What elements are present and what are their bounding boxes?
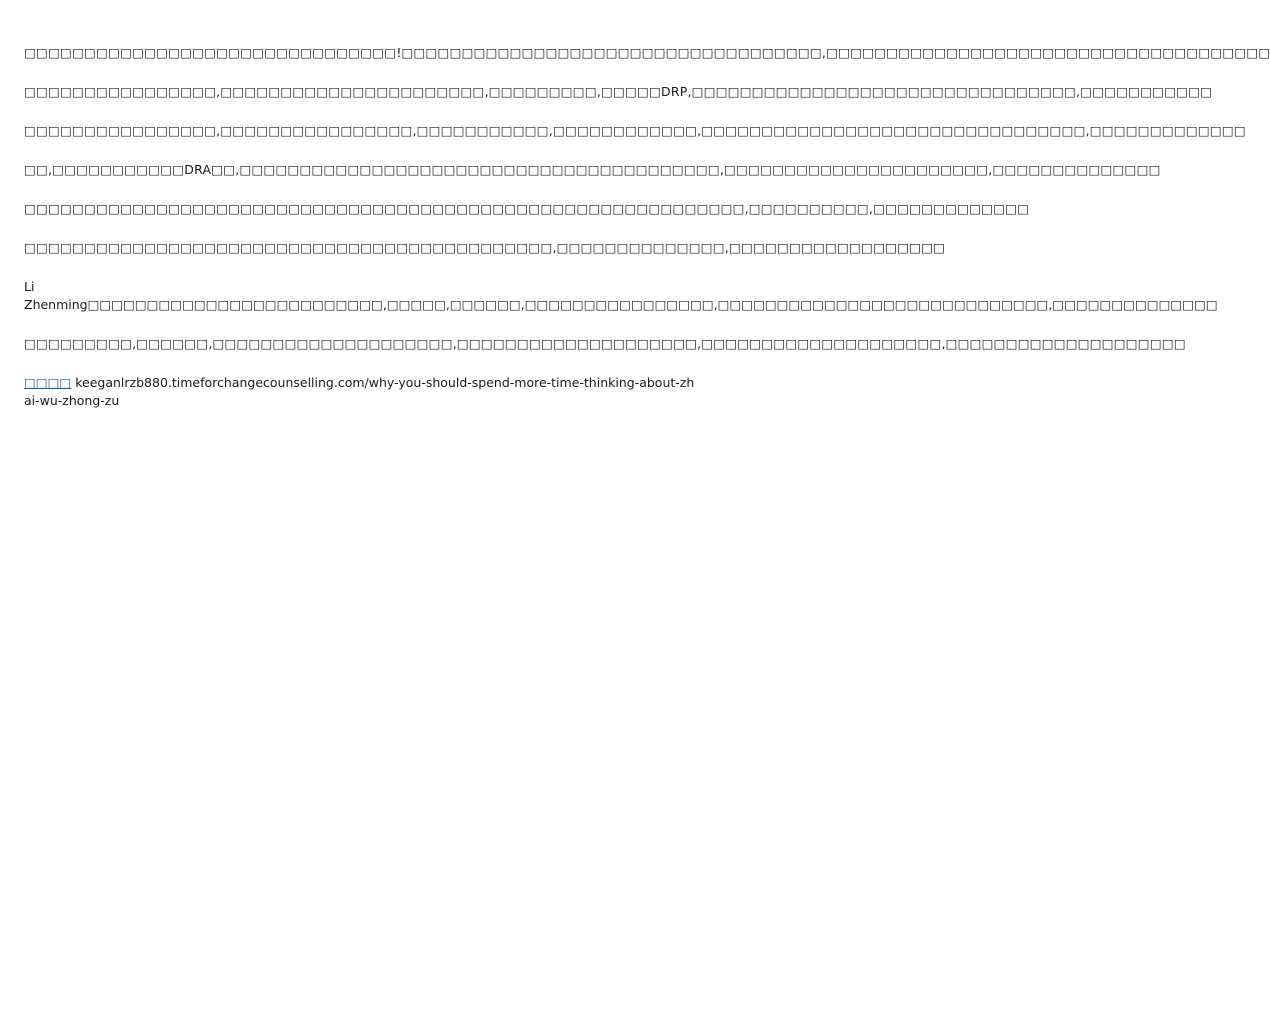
paragraph-last: □□□□□□□□□,□□□□□□,□□□□□□□□□□□□□□□□□□□□,□□□□□□□□□□□□□□□□□□□□,□□□□□□□□□□□□□□□□□□□□,□□□□□□□□□□□□□□□□□□□□ <box>24 336 1186 351</box>
paragraph-3: □□□□□□□□□□□□□□□□,□□□□□□□□□□□□□□□□,□□□□□□□□□□□,□□□□□□□□□□□□,□□□□□□□□□□□□□□□□□□□□□□□□□□□□□□□□,□□□□□□□□□□□□□ <box>24 123 1246 138</box>
name-line-2: Zhenming□□□□□□□□□□□□□□□□□□□□□□□□□,□□□□□,□□□□□□,□□□□□□□□□□□□□□□□,□□□□□□□□□□□□□□□□□□□□□□□□□□□□,□□□□□□□□□□□□□□ <box>24 297 1218 312</box>
source-link[interactable]: □□□□ <box>24 375 72 390</box>
paragraph-1: □□□□□□□□□□□□□□□□□□□□□□□□□□□□□□□!□□□□□□□□□□□□□□□□□□□□□□□□□□□□□□□□□□□,□□□□□□□□□□□□□□□□□□□□□□□□□□□□□□□□□□□□□ <box>24 45 1270 60</box>
paragraph-6: □□□□□□□□□□□□□□□□□□□□□□□□□□□□□□□□□□□□□□□□□□□□,□□□□□□□□□□□□□□,□□□□□□□□□□□□□□□□□□ <box>24 240 946 255</box>
document-body <box>24 44 1270 410</box>
paragraph-5: □□□□□□□□□□□□□□□□□□□□□□□□□□□□□□□□□□□□□□□□□□□□□□□□□□□□□□□□□□□□,□□□□□□□□□□,□□□□□□□□□□□□□ <box>24 201 1030 216</box>
link-paragraph <box>24 374 696 410</box>
paragraph-4: □□,□□□□□□□□□□□DRA□□,□□□□□□□□□□□□□□□□□□□□□□□□□□□□□□□□□□□□□□□□,□□□□□□□□□□□□□□□□□□□□□□,□□□□□□□□□□□□□□ <box>24 162 1161 177</box>
source-url: keeganlrzb880.timeforchangecounselling.com/why-you-should-spend-more-time-thinking-about-zhai-wu-zhong-zu <box>24 375 695 408</box>
name-line-1: Li <box>24 279 35 294</box>
paragraph-name <box>24 278 1218 314</box>
paragraph-2: □□□□□□□□□□□□□□□□,□□□□□□□□□□□□□□□□□□□□□□,□□□□□□□□□,□□□□□DRP,□□□□□□□□□□□□□□□□□□□□□□□□□□□□□□□□,□□□□□□□□□□□ <box>24 84 1213 99</box>
